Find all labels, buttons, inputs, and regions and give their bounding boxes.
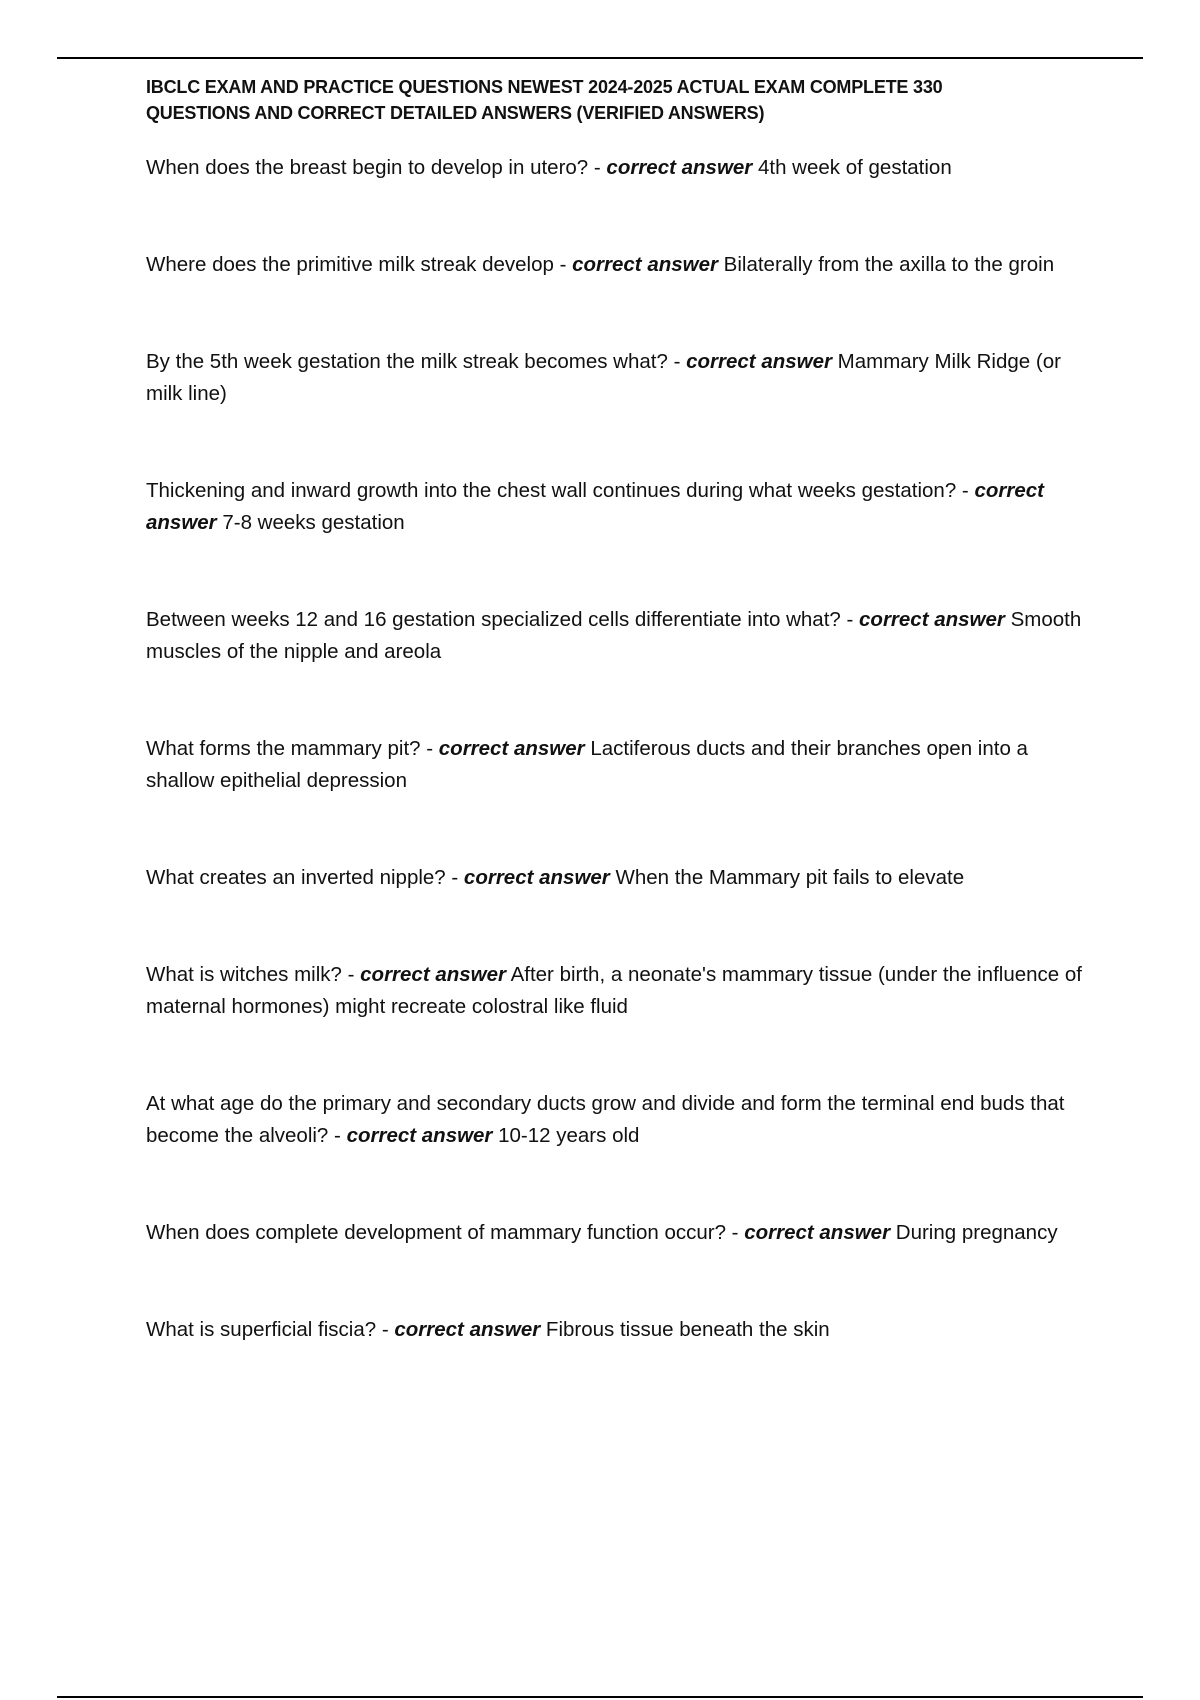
bottom-rule — [57, 1696, 1143, 1698]
answer-label: correct answer — [572, 253, 718, 276]
answer-text: During pregnancy — [895, 1221, 1058, 1244]
qa-item — [146, 346, 1086, 410]
qa-item — [146, 1217, 1086, 1249]
qa-item — [146, 862, 1086, 894]
answer-label: correct answer — [686, 350, 832, 373]
separator: - — [420, 737, 439, 760]
answer-text: 10-12 years old — [498, 1124, 640, 1147]
answer-text: 4th week of gestation — [757, 156, 952, 179]
answer-label: correct answer — [394, 1318, 541, 1341]
question-text: What is witches milk? — [146, 963, 342, 986]
qa-item — [146, 152, 1086, 184]
top-rule — [57, 57, 1143, 59]
separator: - — [445, 866, 464, 889]
question-text: When does complete development of mammary function occur? — [146, 1221, 726, 1244]
qa-item — [146, 1088, 1086, 1152]
question-text: What creates an inverted nipple? — [146, 866, 446, 889]
answer-label: correct answer — [360, 963, 507, 986]
question-text: At what age do the primary and secondary ducts grow and divide and form the terminal end buds that become the alveoli? — [146, 1092, 1065, 1147]
question-text: When does the breast begin to develop in utero? — [146, 156, 589, 179]
separator: - — [341, 963, 361, 986]
separator: - — [588, 156, 607, 179]
question-text: By the 5th week gestation the milk streak becomes what? — [146, 350, 668, 373]
answer-text: 7-8 weeks gestation — [222, 511, 405, 534]
answer-label: correct answer — [346, 1124, 493, 1147]
separator: - — [328, 1124, 347, 1147]
answer-text: After birth, a neonate's mammary tissue (under the influence of maternal hormones) might recreate colostral like fluid — [146, 963, 1082, 1018]
answer-text: Mammary Milk Ridge (or milk line) — [146, 350, 1061, 405]
separator: - — [376, 1318, 395, 1341]
question-text: What is superficial fiscia? — [146, 1318, 377, 1341]
question-text: Where does the primitive milk streak develop — [146, 253, 554, 276]
title-line-1: IBCLC EXAM AND PRACTICE QUESTIONS NEWEST 2024-2025 ACTUAL EXAM COMPLETE 330 — [146, 77, 943, 97]
answer-text: Fibrous tissue beneath the skin — [545, 1318, 830, 1341]
question-text: Thickening and inward growth into the chest wall continues during what weeks gestation? — [146, 479, 957, 502]
answer-text: Bilaterally from the axilla to the groin — [723, 253, 1055, 276]
answer-label: correct answer — [859, 608, 1005, 631]
separator: - — [667, 350, 687, 373]
answer-label: correct answer — [744, 1221, 891, 1244]
qa-item — [146, 959, 1086, 1023]
question-text: What forms the mammary pit? — [146, 737, 421, 760]
answer-label: correct answer — [463, 866, 610, 889]
answer-text: Lactiferous ducts and their branches open into a shallow epithelial depression — [146, 737, 1028, 792]
qa-item — [146, 1314, 1086, 1346]
document-body — [146, 74, 1086, 1411]
qa-item — [146, 733, 1086, 797]
separator: - — [840, 608, 860, 631]
question-text: Between weeks 12 and 16 gestation specialized cells differentiate into what? — [146, 608, 841, 631]
document-title — [146, 74, 1086, 126]
title-line-2: QUESTIONS AND CORRECT DETAILED ANSWERS (VERIFIED ANSWERS) — [146, 103, 765, 123]
separator: - — [956, 479, 975, 502]
qa-list — [146, 152, 1086, 1346]
answer-label: correct answer — [146, 479, 1044, 534]
qa-item — [146, 604, 1086, 668]
answer-label: correct answer — [606, 156, 753, 179]
qa-item — [146, 249, 1086, 281]
separator: - — [725, 1221, 745, 1244]
separator: - — [553, 253, 573, 276]
qa-item — [146, 475, 1086, 539]
answer-label: correct answer — [438, 737, 585, 760]
answer-text: Smooth muscles of the nipple and areola — [146, 608, 1082, 663]
answer-text: When the Mammary pit fails to elevate — [615, 866, 965, 889]
